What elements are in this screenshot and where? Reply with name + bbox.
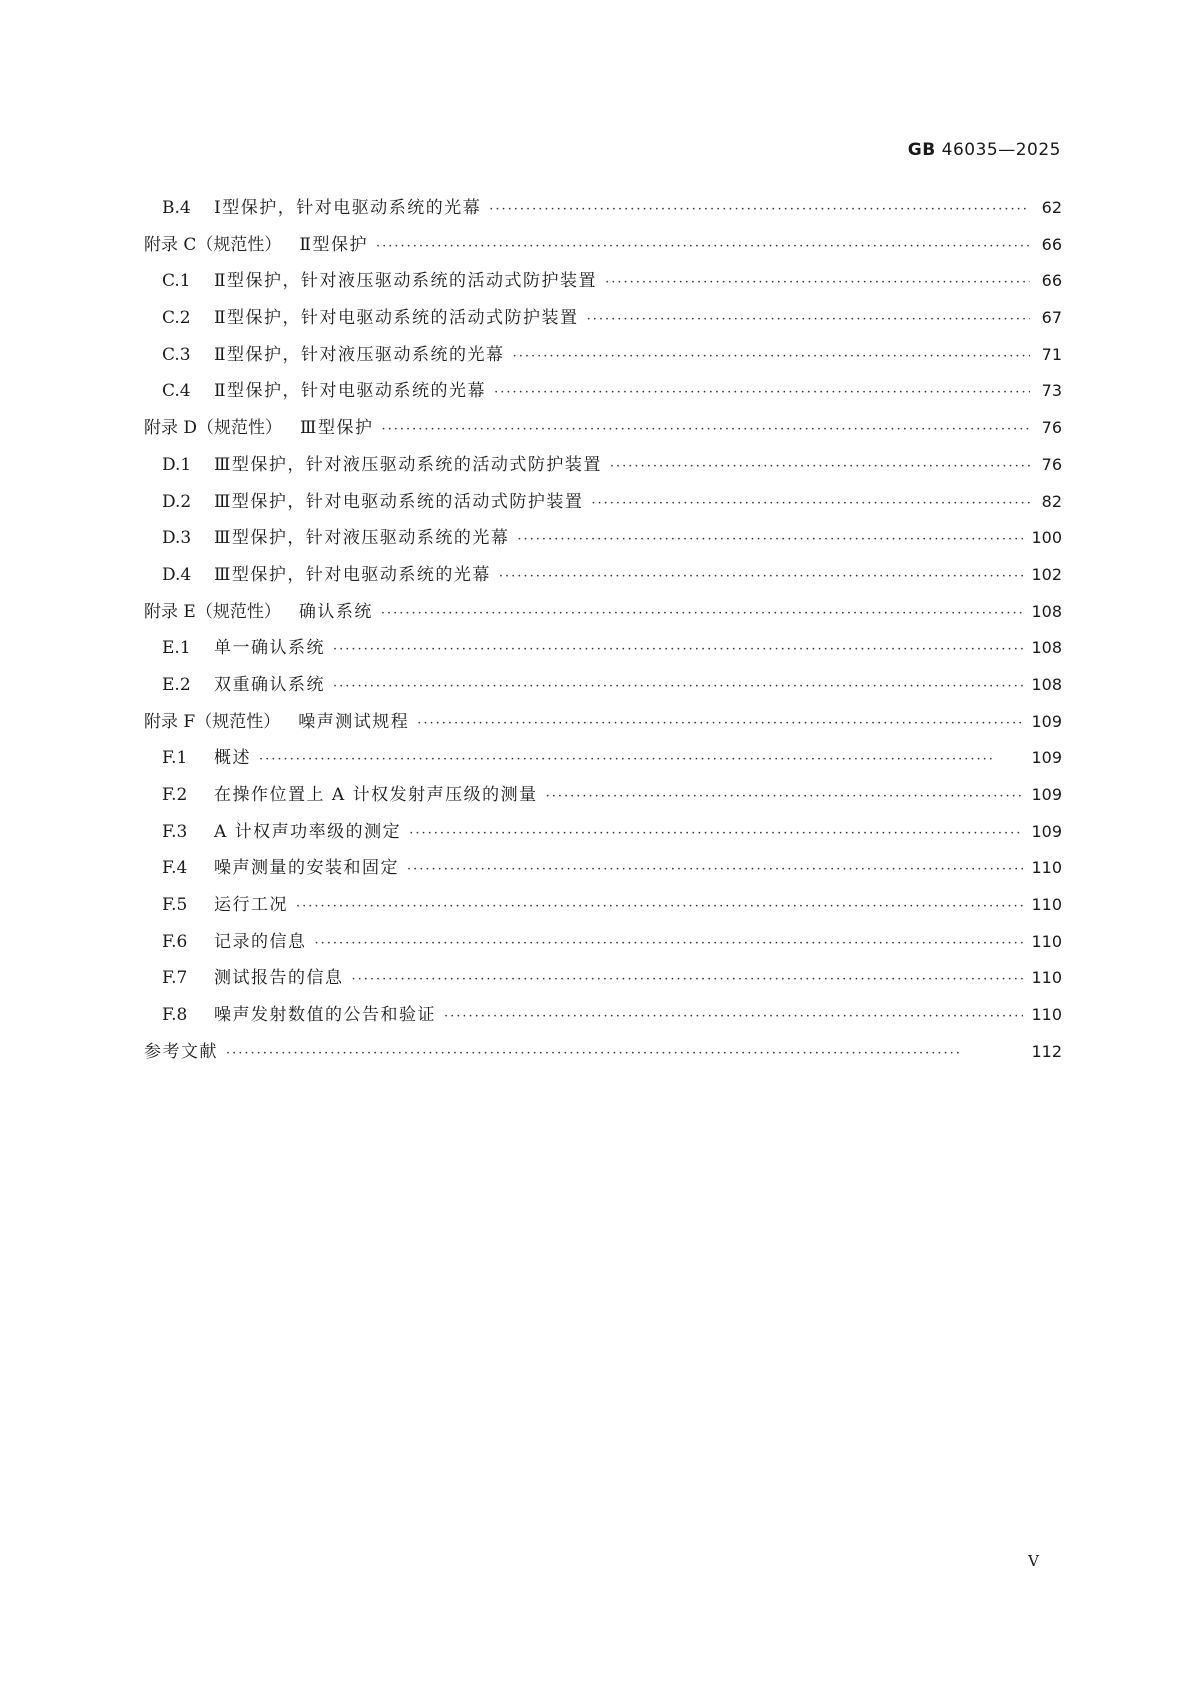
- page-number: Ⅴ: [1028, 1552, 1039, 1570]
- toc-entry-code: C.1: [162, 271, 191, 292]
- toc-entry[interactable]: [144, 853, 1062, 890]
- toc-entry-title: 双重确认系统: [214, 674, 325, 695]
- toc-entry-code: 附录 D（规范性）: [144, 418, 283, 439]
- toc-dot-leader: [489, 202, 1030, 217]
- toc-entry-page: 109: [1031, 748, 1062, 768]
- toc-dot-leader: [376, 239, 1030, 254]
- toc-entry[interactable]: [144, 376, 1062, 413]
- toc-entry-title: 确认系统: [298, 601, 373, 622]
- toc-dot-leader: [517, 532, 1023, 547]
- toc-dot-leader: [494, 385, 1030, 400]
- toc-entry-page: 67: [1041, 308, 1062, 328]
- toc-entry-title: 概述: [214, 748, 251, 769]
- toc-entry-code: F.3: [162, 821, 188, 842]
- toc-entry-title: 记录的信息: [214, 931, 307, 952]
- toc-entry-page: 109: [1031, 821, 1062, 841]
- toc-entry-code: D.2: [162, 491, 192, 512]
- toc-entry-code: E.2: [162, 674, 191, 695]
- standard-number-header: [908, 140, 1061, 160]
- toc-dot-leader: [499, 569, 1024, 584]
- toc-entry[interactable]: [144, 670, 1062, 707]
- toc-entry-page: 110: [1031, 1005, 1062, 1025]
- toc-dot-leader: [296, 899, 1023, 914]
- toc-entry-title: 运行工况: [214, 895, 288, 916]
- toc-entry[interactable]: [144, 487, 1062, 524]
- toc-dot-leader: [407, 862, 1023, 877]
- toc-entry-code: 附录 C（规范性）: [144, 234, 282, 255]
- toc-dot-leader: [259, 752, 1023, 767]
- toc-entry[interactable]: [144, 1037, 1062, 1074]
- toc-entry-page: 110: [1031, 858, 1062, 878]
- toc-entry-title: Ⅲ型保护，针对液压驱动系统的光幕: [214, 528, 510, 549]
- toc-entry-page: 73: [1041, 381, 1062, 401]
- toc-entry[interactable]: [144, 963, 1062, 1000]
- toc-dot-leader: [226, 1046, 1023, 1061]
- toc-entry-page: 66: [1041, 271, 1062, 291]
- toc-entry-page: 112: [1031, 1041, 1062, 1061]
- toc-dot-leader: [315, 936, 1024, 951]
- toc-dot-leader: [417, 716, 1023, 731]
- toc-entry-code: F.4: [162, 858, 188, 879]
- toc-entry-code: F.1: [162, 748, 188, 769]
- toc-dot-leader: [444, 1009, 1023, 1024]
- toc-entry-title: Ⅱ型保护，针对液压驱动系统的光幕: [214, 344, 505, 365]
- toc-entry-page: 108: [1031, 638, 1062, 658]
- toc-entry-title: Ⅲ型保护，针对电驱动系统的光幕: [214, 564, 491, 585]
- toc-dot-leader: [605, 275, 1030, 290]
- toc-entry-title: Ⅰ型保护，针对电驱动系统的光幕: [214, 198, 482, 218]
- toc-entry-title: Ⅱ型保护，针对液压驱动系统的活动式防护装置: [214, 271, 598, 292]
- toc-dot-leader: [513, 349, 1030, 364]
- toc-entry[interactable]: [144, 817, 1062, 854]
- toc-dot-leader: [591, 496, 1030, 511]
- toc-entry-page: 110: [1031, 931, 1062, 951]
- toc-entry-title: Ⅲ型保护，针对液压驱动系统的活动式防护装置: [214, 454, 602, 475]
- toc-entry[interactable]: [144, 780, 1062, 817]
- toc-entry-page: 108: [1031, 601, 1062, 621]
- toc-entry-page: 102: [1031, 564, 1062, 584]
- toc-dot-leader: [610, 459, 1030, 474]
- standard-prefix: GB: [907, 140, 936, 160]
- toc-entry[interactable]: [144, 743, 1062, 780]
- toc-entry[interactable]: [144, 266, 1062, 303]
- toc-entry-page: 109: [1031, 785, 1062, 804]
- toc-entry-code: D.1: [162, 454, 192, 475]
- toc-entry[interactable]: [144, 633, 1062, 670]
- toc-dot-leader: [381, 606, 1024, 621]
- toc-entry[interactable]: [144, 1000, 1062, 1037]
- toc-entry-code: C.4: [162, 381, 191, 402]
- toc-entry-title: A 计权声功率级的测定: [214, 821, 402, 842]
- toc-dot-leader: [333, 679, 1023, 694]
- toc-entry-page: 76: [1041, 418, 1062, 438]
- toc-entry-code: 附录 F（规范性）: [144, 711, 281, 732]
- toc-entry-title: Ⅱ型保护: [299, 234, 368, 255]
- toc-dot-leader: [352, 972, 1024, 987]
- toc-entry[interactable]: [144, 193, 1062, 230]
- toc-entry-page: 62: [1041, 198, 1062, 217]
- toc-entry[interactable]: [144, 413, 1062, 450]
- toc-entry[interactable]: [144, 340, 1062, 377]
- toc-entry-title: 测试报告的信息: [214, 968, 344, 989]
- toc-entry-title: 噪声测试规程: [298, 711, 410, 732]
- toc-entry-title: Ⅲ型保护，针对电驱动系统的活动式防护装置: [214, 491, 584, 512]
- toc-entry-page: 108: [1031, 674, 1062, 694]
- toc-entry-title: Ⅱ型保护，针对电驱动系统的活动式防护装置: [214, 308, 579, 329]
- toc-entry-code: F.2: [162, 785, 188, 805]
- toc-entry-title: Ⅱ型保护，针对电驱动系统的光幕: [214, 381, 487, 402]
- toc-entry[interactable]: [144, 523, 1062, 560]
- toc-entry[interactable]: [144, 230, 1062, 267]
- toc-entry[interactable]: [144, 707, 1062, 744]
- toc-entry-code: F.5: [162, 895, 188, 916]
- toc-entry-title: 噪声发射数值的公告和验证: [214, 1005, 436, 1026]
- table-of-contents: [144, 193, 1062, 1074]
- toc-entry-page: 82: [1041, 491, 1062, 511]
- toc-dot-leader: [409, 826, 1023, 841]
- toc-entry[interactable]: [144, 927, 1062, 964]
- toc-entry-page: 71: [1041, 344, 1062, 364]
- toc-entry-code: D.3: [162, 528, 192, 549]
- toc-entry[interactable]: [144, 560, 1062, 597]
- toc-entry-page: 76: [1041, 454, 1062, 474]
- toc-entry-title: 噪声测量的安装和固定: [214, 858, 399, 879]
- toc-entry-page: 110: [1031, 895, 1062, 915]
- toc-entry-code: B.4: [162, 198, 191, 218]
- toc-entry-code: C.3: [162, 344, 191, 365]
- toc-dot-leader: [333, 642, 1023, 657]
- toc-entry-title: 在操作位置上 A 计权发射声压级的测量: [214, 785, 538, 805]
- toc-entry-page: 100: [1031, 528, 1062, 548]
- toc-entry[interactable]: [144, 303, 1062, 340]
- toc-entry-title: 单一确认系统: [214, 638, 325, 659]
- toc-entry-code: E.1: [162, 638, 191, 659]
- toc-entry[interactable]: [144, 450, 1062, 487]
- toc-entry-code: F.8: [162, 1005, 188, 1026]
- toc-entry-code: 附录 E（规范性）: [144, 601, 281, 622]
- toc-entry-code: F.7: [162, 968, 188, 989]
- toc-entry-code: F.6: [162, 931, 188, 952]
- toc-entry-code: D.4: [162, 564, 192, 585]
- toc-entry-page: 109: [1031, 711, 1062, 731]
- toc-dot-leader: [546, 789, 1024, 804]
- toc-entry-title: Ⅲ型保护: [300, 418, 374, 439]
- toc-entry-code: C.2: [162, 308, 191, 329]
- toc-entry-title: 参考文献: [144, 1041, 218, 1062]
- toc-entry[interactable]: [144, 597, 1062, 634]
- toc-entry-page: 110: [1031, 968, 1062, 988]
- toc-dot-leader: [381, 422, 1030, 437]
- toc-dot-leader: [587, 312, 1030, 327]
- toc-entry-page: 66: [1041, 234, 1062, 254]
- toc-entry[interactable]: [144, 890, 1062, 927]
- standard-number: 46035—2025: [941, 140, 1061, 160]
